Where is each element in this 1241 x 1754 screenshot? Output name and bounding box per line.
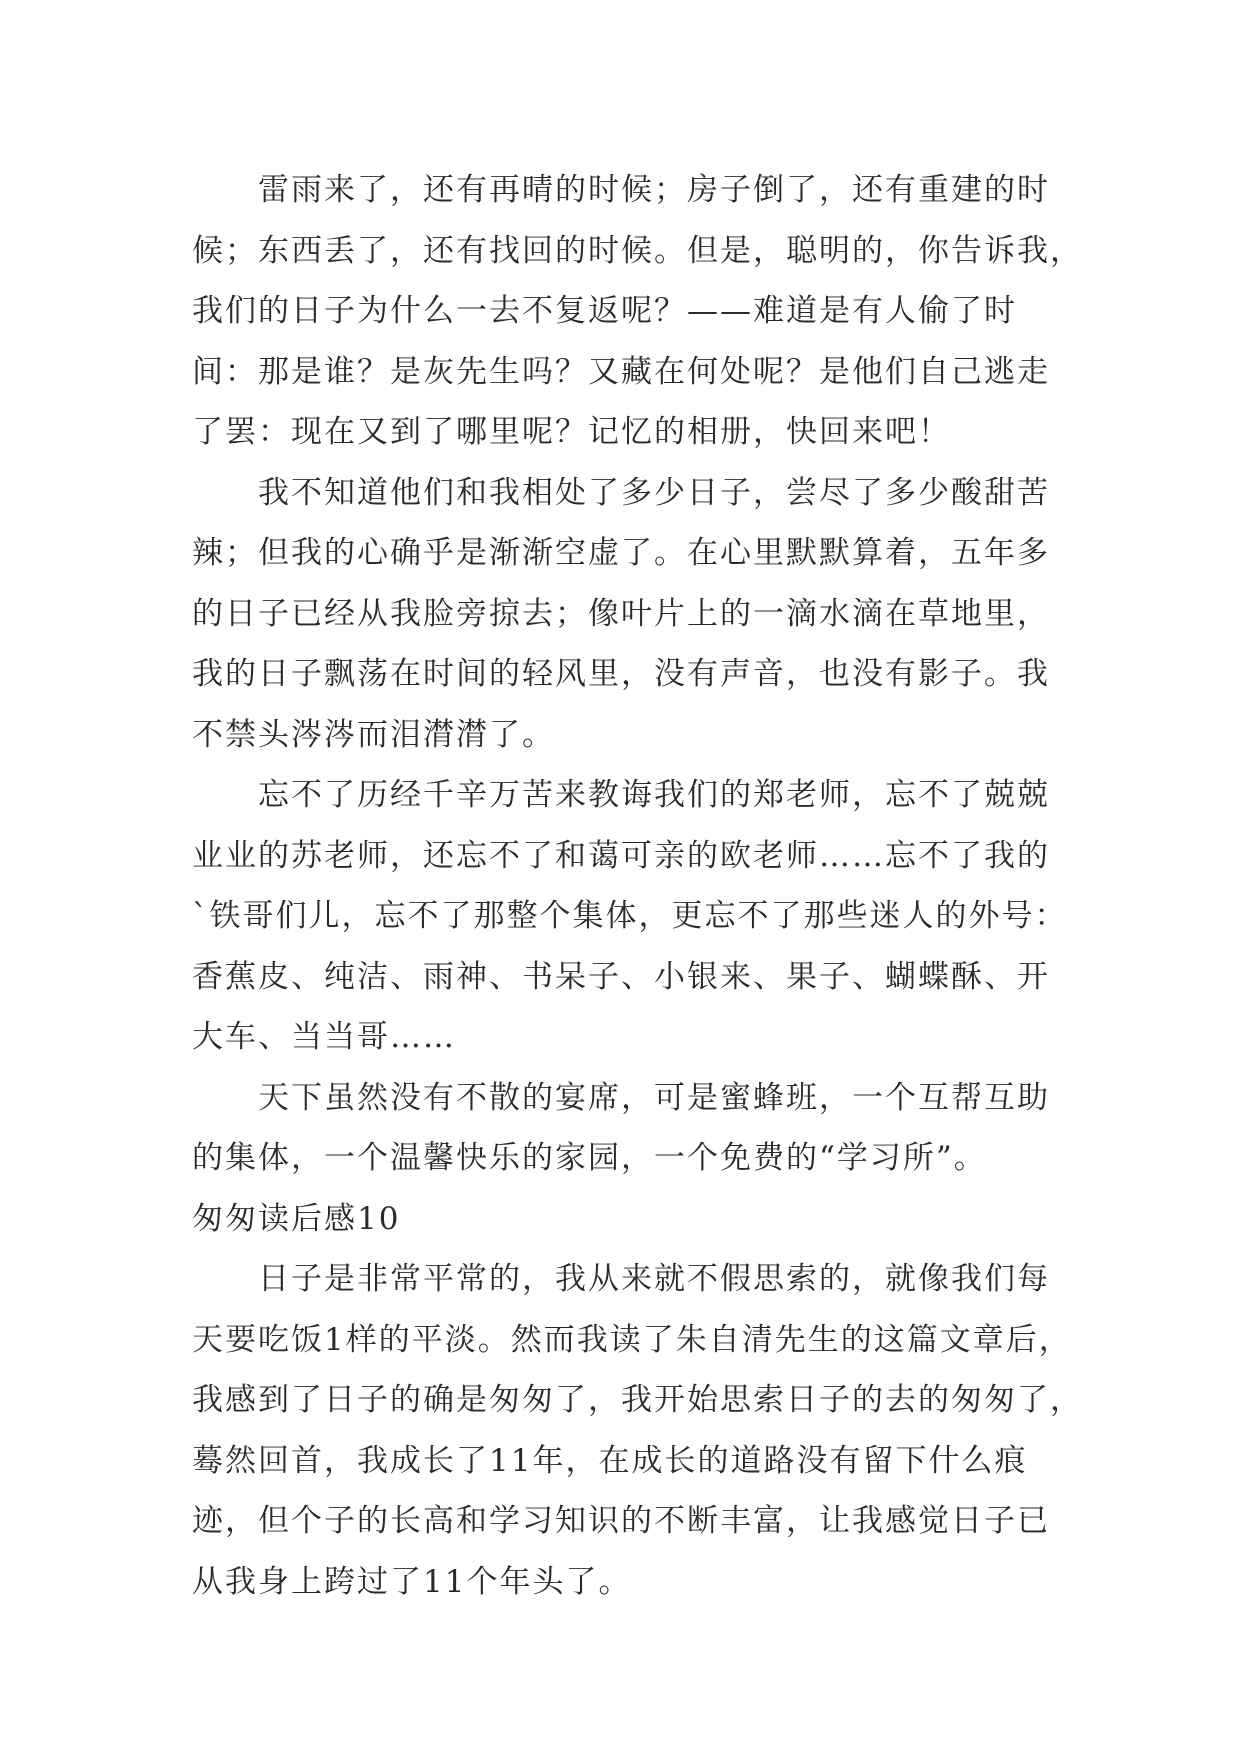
paragraph-line: 天要吃饭1样的平淡。然而我读了朱自清先生的这篇文章后， [192, 1321, 1072, 1358]
body-text [192, 160, 1083, 1612]
paragraph-line: 忘不了历经千辛万苦来教诲我们的郑老师，忘不了兢兢 [258, 777, 1050, 813]
paragraph-line: 天下虽然没有不散的宴席，可是蜜蜂班，一个互帮互助 [258, 1079, 1050, 1116]
paragraph-line: 间：那是谁？是灰先生吗？又藏在何处呢？是他们自己逃走 [192, 353, 1050, 390]
paragraph-line: 我不知道他们和我相处了多少日子，尝尽了多少酸甜苦 [258, 474, 1050, 511]
section-heading: 匆匆读后感10 [192, 1200, 401, 1237]
paragraph-line: 了罢：现在又到了哪里呢？记忆的相册，快回来吧！ [192, 414, 951, 450]
paragraph-line: 不禁头涔涔而泪潸潸了。 [192, 716, 555, 753]
paragraph-line: 日子是非常平常的，我从来就不假思索的，就像我们每 [258, 1261, 1050, 1297]
paragraph-line: 香蕉皮、纯洁、雨神、书呆子、小银来、果子、蝴蝶酥、开 [192, 958, 1050, 995]
paragraph-line: `铁哥们儿，忘不了那整个集体，更忘不了那些迷人的外号： [192, 898, 1068, 934]
paragraph-line: 雷雨来了，还有再晴的时候；房子倒了，还有重建的时 [258, 172, 1050, 208]
paragraph-line: 辣；但我的心确乎是渐渐空虚了。在心里默默算着，五年多 [192, 535, 1050, 571]
paragraph-line: 的日子已经从我脸旁掠去；像叶片上的一滴水滴在草地里， [192, 595, 1050, 632]
paragraph-line: 我感到了日子的确是匆匆了，我开始思索日子的去的匆匆了， [192, 1382, 1083, 1418]
paragraph-line: 候；东西丢了，还有找回的时候。但是，聪明的，你告诉我， [192, 232, 1083, 269]
paragraph-line: 我们的日子为什么一去不复返呢？——难道是有人偷了时 [192, 293, 1017, 329]
paragraph-line: 蓦然回首，我成长了11年，在成长的道路没有留下什么痕 [192, 1442, 1028, 1479]
paragraph-line: 的集体，一个温馨快乐的家园，一个免费的“学习所”。 [192, 1140, 987, 1176]
paragraph-line: 迹，但个子的长高和学习知识的不断丰富，让我感觉日子已 [192, 1503, 1050, 1539]
paragraph-line: 我的日子飘荡在时间的轻风里，没有声音，也没有影子。我 [192, 656, 1050, 692]
paragraph-line: 从我身上跨过了11个年头了。 [192, 1563, 632, 1600]
paragraph-line: 业业的苏老师，还忘不了和蔼可亲的欧老师……忘不了我的 [192, 837, 1050, 874]
paragraph-line: 大车、当当哥…… [192, 1019, 456, 1055]
